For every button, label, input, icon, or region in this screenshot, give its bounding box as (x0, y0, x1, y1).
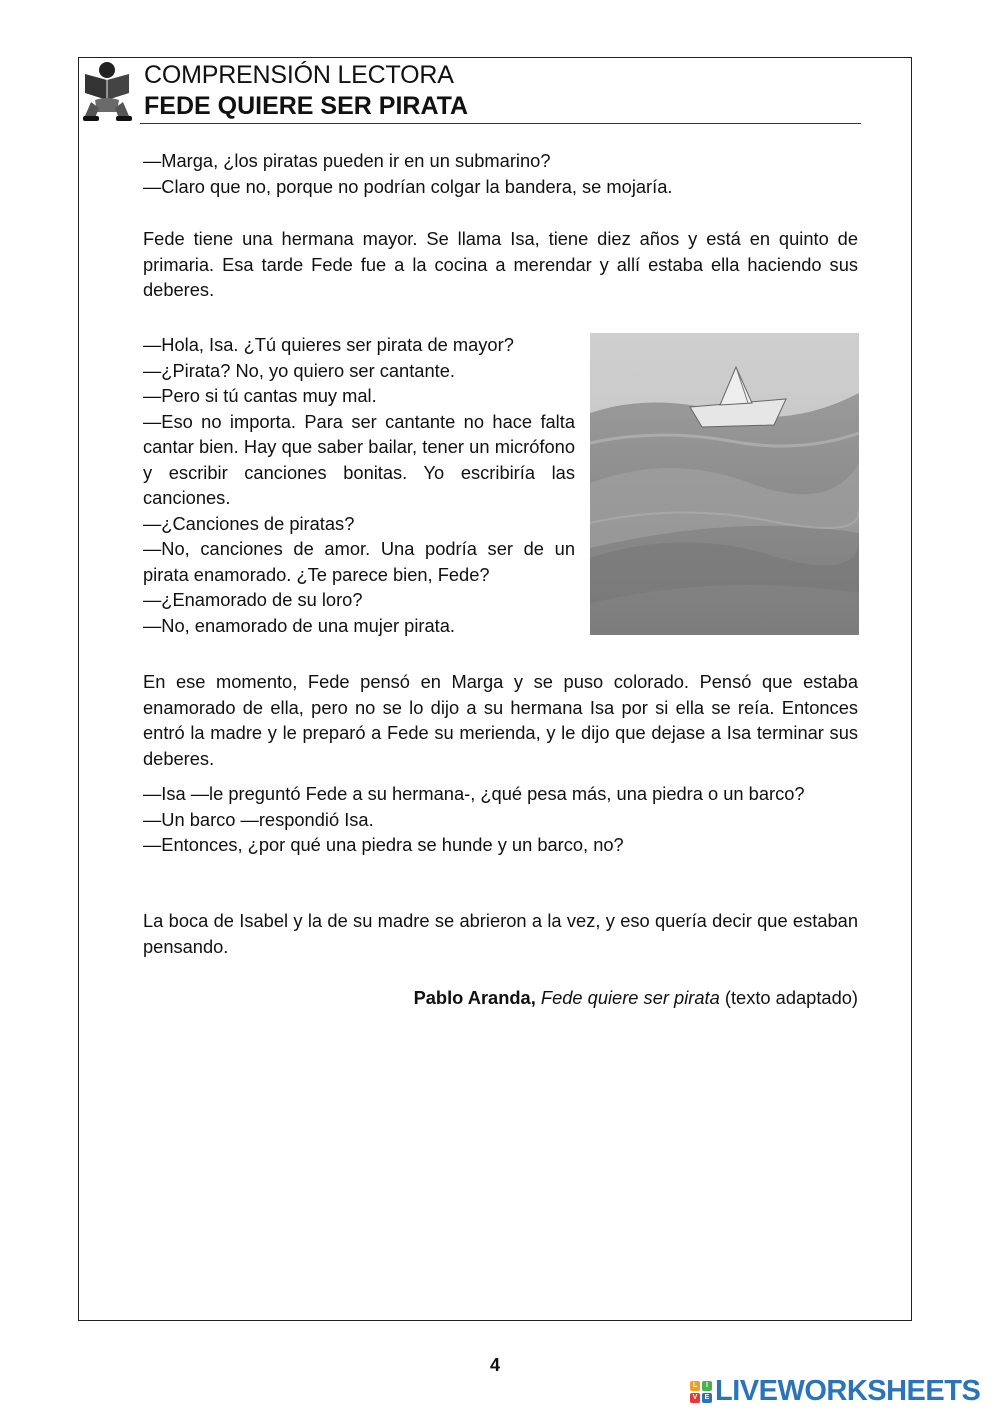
liveworksheets-icon (690, 1381, 712, 1403)
dialogue-line: —Un barco —respondió Isa. (143, 808, 374, 830)
logo-tile-i: I (702, 1381, 712, 1391)
dialogue-line: —Claro que no, porque no podrían colgar la bandera, se mojaría. (143, 175, 673, 197)
ending-paragraph (143, 908, 858, 959)
dialogue-line: —¿Canciones de piratas? (143, 512, 355, 534)
logo-tile-v: V (690, 1393, 700, 1403)
liveworksheets-logo (690, 1375, 980, 1408)
dialogue-line: —Entonces, ¿por qué una piedra se hunde y un barco, no? (143, 834, 624, 855)
citation-note: (texto adaptado) (724, 987, 858, 1008)
page-number: 4 (489, 1355, 500, 1375)
dialogue-line: —Hola, Isa. ¿Tú quieres ser pirata de mayor? (143, 334, 514, 355)
dialogue-line: —Marga, ¿los piratas pueden ir en un submarino? (143, 150, 551, 171)
paper-boat-illustration (590, 333, 859, 635)
intro-paragraph (143, 226, 858, 303)
story-title: FEDE QUIERE SER PIRATA (144, 92, 469, 120)
paragraph-text: La boca de Isabel y la de su madre se abrieron a la vez, y eso quería decir que estaban pensando. (143, 910, 858, 957)
liveworksheets-wordmark: LIVEWORKSHEETS (715, 1375, 981, 1407)
worksheet-title: COMPRENSIÓN LECTORA (144, 61, 454, 89)
paragraph-text: Fede tiene una hermana mayor. Se llama Isa, tiene diez años y está en quinto de primaria. Esa tarde Fede fue a la cocina a merendar y allí estaba ella haciendo sus deberes. (143, 228, 858, 300)
dialogue-line: —¿Pirata? No, yo quiero ser cantante. (143, 359, 455, 381)
title-divider (140, 123, 861, 124)
dialogue-line: —Isa —le preguntó Fede a su hermana-, ¿qué pesa más, una piedra o un barco? (143, 783, 805, 804)
dialogue-line: —Eso no importa. Para ser cantante no hace falta cantar bien. Hay que saber bailar, tener un micrófono y escribir canciones bonitas. Yo escribiría las canciones. (143, 410, 575, 508)
citation (143, 985, 858, 1011)
logo-tile-l: L (690, 1381, 700, 1391)
dialogue-opening (143, 148, 858, 199)
reading-child-logo (81, 60, 134, 122)
logo-tile-e: E (702, 1393, 712, 1403)
citation-book: Fede quiere ser pirata (540, 987, 720, 1008)
dialogue-line: —Pero si tú cantas muy mal. (143, 385, 377, 406)
dialogue-boat-question (143, 781, 858, 858)
dialogue-with-isa (143, 332, 575, 638)
citation-author: Pablo Aranda, (413, 987, 536, 1008)
dialogue-line: —No, canciones de amor. Una podría ser de un pirata enamorado. ¿Te parece bien, Fede? (143, 538, 575, 585)
dialogue-line: —¿Enamorado de su loro? (143, 589, 363, 610)
dialogue-line: —No, enamorado de una mujer pirata. (143, 614, 455, 636)
moment-paragraph (143, 669, 858, 771)
paragraph-text: En ese momento, Fede pensó en Marga y se puso colorado. Pensó que estaba enamorado de ella, pero no se lo dijo a su hermana Isa por si ella se reía. Entonces entró la madre y le preparó a Fede su merienda, y le dijo que dejase a Isa terminar sus deberes. (143, 671, 858, 769)
